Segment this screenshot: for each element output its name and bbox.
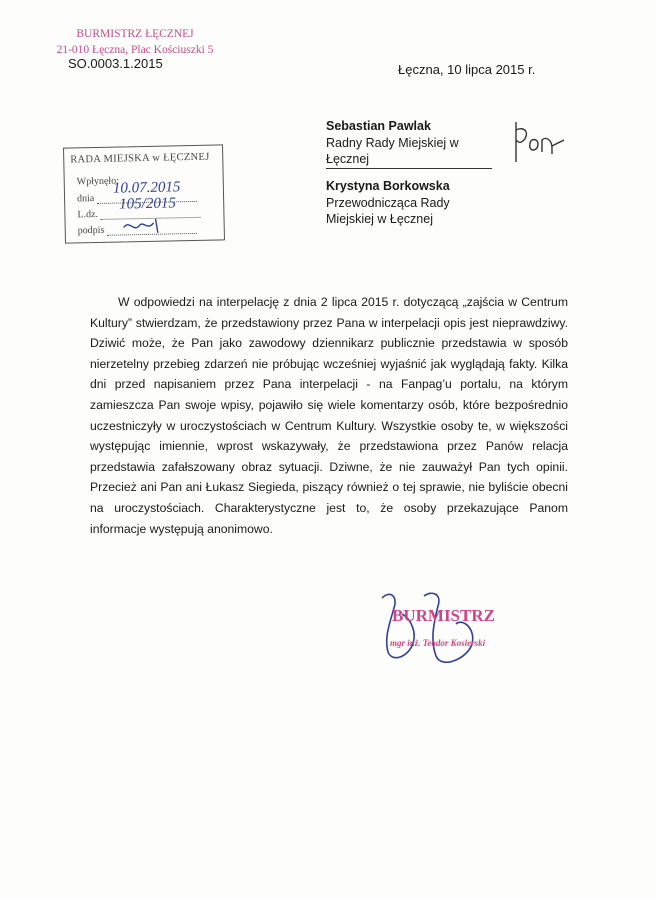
number-label: L.dz.	[77, 208, 99, 221]
received-label: Wpłynęło:	[76, 175, 120, 188]
recipient-1	[326, 118, 492, 169]
recipient-2	[326, 178, 496, 228]
reference-number: SO.0003.1.2015	[68, 56, 163, 71]
recipient-1-role: Radny Rady Miejskiej w Łęcznej	[326, 135, 492, 169]
recipient-2-name: Krystyna Borkowska	[326, 179, 450, 193]
received-date-handwritten: 10.07.2015	[112, 179, 181, 197]
signature-name: mgr inż. Teodor Kosierski	[390, 638, 486, 648]
signature-label: podpis	[77, 224, 105, 237]
letter-body	[90, 292, 568, 539]
place-date: Łęczna, 10 lipca 2015 r.	[398, 62, 536, 77]
letterhead-stamp	[40, 26, 230, 58]
receipt-stamp-title: RADA MIEJSKA w ŁĘCZNEJ	[70, 151, 210, 166]
signature-block	[372, 588, 495, 678]
recipient-2-role: Przewodnicząca Rady Miejskiej w Łęcznej	[326, 195, 450, 226]
date-label: dnia	[76, 193, 95, 205]
handwritten-signature	[372, 588, 492, 678]
receipt-signature-mark	[119, 214, 169, 237]
handwritten-annotation	[508, 118, 568, 168]
received-number-handwritten: 105/2015	[119, 195, 177, 213]
signature-title: BURMISTRZ	[392, 606, 495, 625]
body-paragraph: W odpowiedzi na interpelację z dnia 2 lipca 2015 r. dotyczącą „zajścia w Centrum Kultury” stwierdzam, że przedstawiony przez Pana w interpelacji opis jest nieprawdziwy. Dziwić może, że Pan jako zawodowy dziennikarz publicznie przedstawia w sposób nierzetelny przebieg zdarzeń nie próbując wcześniej wyjaśnić jak wyglądają fakty. Kilka dni przed napisaniem przez Pana interpelacji - na Fanpag’u portalu, na którym zamieszcza Pan swoje wpisy, pojawiło się wiele komentarzy osób, które bezpośrednio uczestniczyły w uroczystościach w Centrum Kultury. Wszystkie osoby te, w większości występując imiennie, wprost wskazywały, że przedstawiona przez Panów relacja przedstawia zafałszowany obraz sytuacji. Dziwne, że nie zauważył Pan tych opinii. Przecież ani Pan ani Łukasz Siegieda, piszący również o tej sprawie, nie byliście obecni na uroczystościach. Charakterystyczne jest to, że osoby przekazujące Panom informacje występują anonimowo.	[90, 295, 568, 536]
office-name: BURMISTRZ ŁĘCZNEJ	[76, 28, 194, 40]
receipt-stamp	[63, 144, 225, 243]
office-address: 21-010 Łęczna, Plac Kościuszki 5	[56, 44, 214, 56]
recipient-1-name: Sebastian Pawlak	[326, 119, 431, 133]
